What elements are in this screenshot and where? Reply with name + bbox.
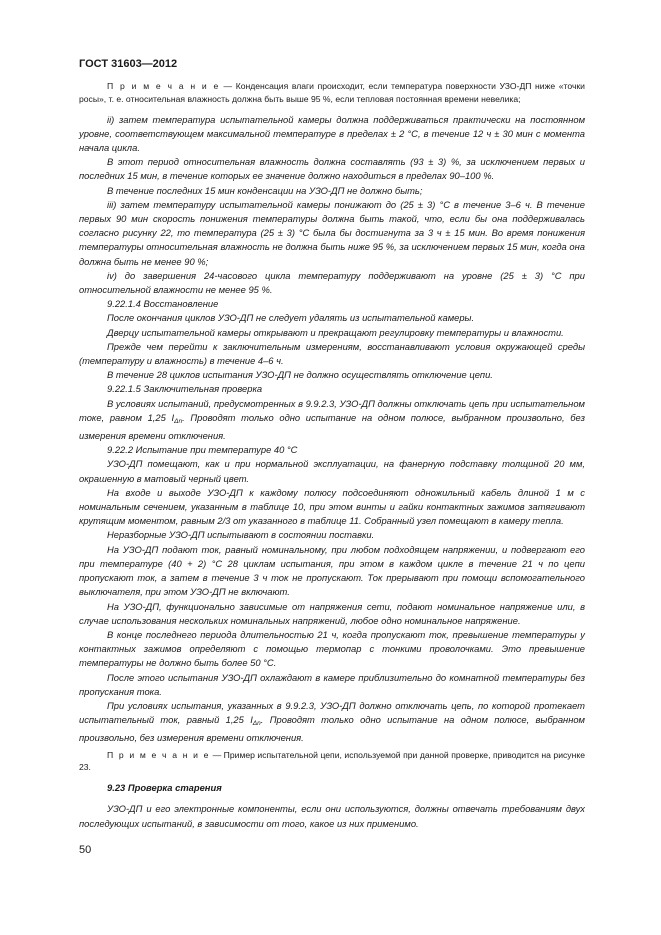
paragraph: УЗО-ДП и его электронные компоненты, если они используются, должны отвечать требованиям двух последующих испытаний, в зависимости от того, какое из них применимо.: [79, 803, 585, 829]
paragraph-text: . Проводят только одно испытание на одном полюсе, выбранном произвольно, без измерения времени отключения.: [79, 714, 585, 744]
paragraph: ii) затем температура испытательной камеры должна поддерживаться практически на постоянном уровне, соответствующем максимальной температуре в пределах ± 2 °C, в течение 12 ч ± 30 мин с момента начала цикла.: [79, 113, 585, 153]
note-text: — Конденсация влаги происходит, если температура поверхности УЗО-ДП ниже «точки росы», т. е. относительная влажность должна быть выше 95 %, если тепловая постоянная времени невелика;: [79, 81, 585, 104]
section-heading: 9.23 Проверка старения: [107, 782, 222, 794]
paragraph: В этот период относительная влажность должна составлять (93 ± 3) %, за исключением первых и последних 15 мин, в течение которых ее значение должно находиться в пределах 90–100 %.: [79, 156, 585, 182]
paragraph: В течение 28 циклов испытания УЗО-ДП не должно осуществлять отключение цепи.: [107, 369, 493, 381]
paragraph: На УЗО-ДП подают ток, равный номинальному, при любом подходящем напряжении, и подвергают его при температуре (40 + 2) °C 28 циклам испытания, при этом в каждом цикле в течение 21 ч по цепи пропускают ток, а затем в течение 3 ч ток не пропускают. Ток прерывают при помощи вспомогательного выключателя, при этом УЗО-ДП не включают.: [79, 543, 585, 598]
paragraph: Прежде чем перейти к заключительным измерениям, восстанавливают условия окружающей среды (температуру и влажность) в течение 4–6 ч.: [79, 340, 585, 367]
page-number: 50: [79, 844, 92, 856]
note-paragraph: [79, 749, 585, 775]
paragraph: [79, 397, 585, 444]
section-heading: 9.22.1.4 Восстановление: [107, 298, 219, 310]
paragraph: iii) затем температуру испытательной камеры понижают до (25 ± 3) °C в течение 3–6 ч. В течение первых 90 мин скорость понижения температуры должна быть такой, что, если бы она поддерживалась согласно рисунку 22, то температура (25 ± 3) °C была бы достигнута за 3 ч ± 15 мин. Во время понижения температуры относительная влажность не должна быть ниже 95 %, за исключением первых 15 мин, когда она должна быть не менее 90 %;: [79, 198, 585, 267]
paragraph: На входе и выходе УЗО-ДП к каждому полюсу подсоединяют одножильный кабель длиной 1 м с номинальным сечением, указанным в таблице 10, при этом винты и гайки контактных зажимов затягивают крутящим моментом, равным 2/3 от указанного в таблице 11. Собранный узел помещают в камеру тепла.: [79, 486, 585, 527]
subscript: Δn: [252, 720, 261, 728]
paragraph: После окончания циклов УЗО-ДП не следует удалять из испытательной камеры.: [107, 312, 475, 324]
paragraph: Неразборные УЗО-ДП испытывают в состоянии поставки.: [107, 529, 375, 541]
paragraph-text: . Проводят только одно испытание на одном полюсе, выбранном произвольно, без измерения времени отключения.: [79, 411, 585, 442]
paragraph: УЗО-ДП помещают, как и при нормальной эксплуатации, на фанерную подставку толщиной 20 мм, окрашенную в матовый черный цвет.: [79, 458, 585, 484]
document-header: ГОСТ 31603—2012: [79, 58, 178, 70]
note-paragraph: [79, 80, 585, 106]
paragraph: Дверцу испытательной камеры открывают и прекращают регулировку температуры и влажности.: [107, 326, 564, 338]
subscript: Δn: [174, 417, 183, 425]
section-heading: 9.22.2 Испытание при температуре 40 °C: [107, 444, 298, 456]
paragraph: На УЗО-ДП, функционально зависимые от напряжения сети, подают номинальное напряжение или, в случае использования нескольких номинальных напряжений, любое одно номинальное напряжение.: [79, 600, 585, 626]
paragraph: [79, 699, 585, 746]
note-text: — Пример испытательной цепи, используемой при данной проверке, приводится на рисунке 23.: [79, 749, 585, 773]
paragraph: После этого испытания УЗО-ДП охлаждают в камере приблизительно до комнатной температуры без пропускания тока.: [79, 671, 585, 697]
paragraph: В течение последних 15 мин конденсации на УЗО-ДП не должно быть;: [107, 184, 423, 196]
section-heading: 9.22.1.5 Заключительная проверка: [107, 383, 263, 395]
paragraph-text: В условиях испытаний, предусмотренных в 9.9.2.3, УЗО-ДП должны отключать цепь при испытательном токе, равном 1,25 I: [79, 397, 585, 423]
note-label: П р и м е ч а н и е: [107, 81, 220, 91]
document-body: [79, 80, 585, 831]
paragraph: iv) до завершения 24-часового цикла температуру поддерживают на уровне (25 ± 3) °C при относительной влажности не менее 95 %.: [79, 269, 585, 296]
note-label: П р и м е ч а н и е: [107, 749, 211, 760]
paragraph: В конце последнего периода длительностью 21 ч, когда пропускают ток, превышение температуры у контактных зажимов определяют с помощью термопар с тонкими проволочками. Это превышение температуры не должно быть более 50 °C.: [79, 628, 585, 669]
paragraph-text: При условиях испытания, указанных в 9.9.2.3, УЗО-ДП должно отключать цепь, по которой протекает испытательный ток, равный 1,25 I: [79, 699, 585, 726]
